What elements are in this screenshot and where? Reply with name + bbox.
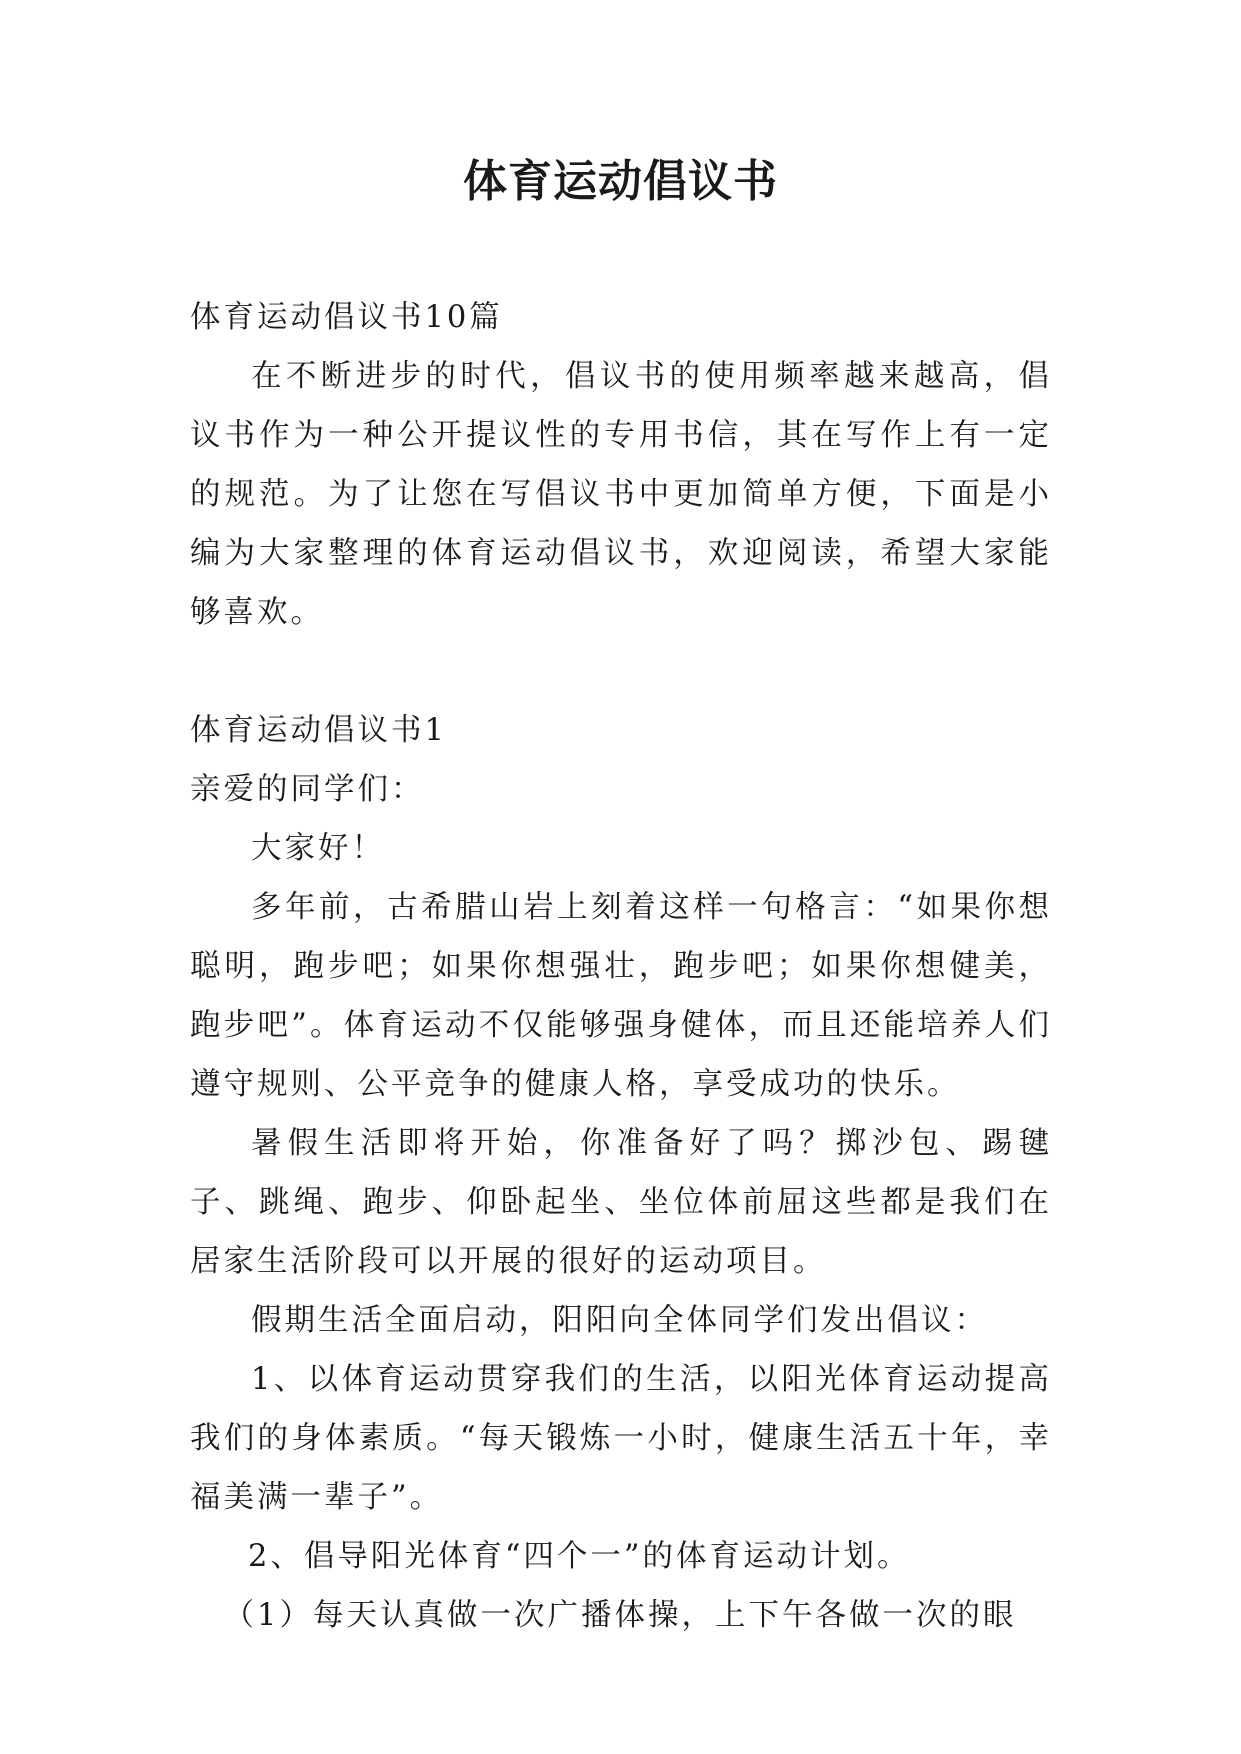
body-paragraph: 暑假生活即将开始，你准备好了吗？掷沙包、踢毽子、跳绳、跑步、仰卧起坐、坐位体前屈这些都是我们在居家生活阶段可以开展的很好的运动项目。 — [190, 1126, 1052, 1279]
body-paragraph: 多年前，古希腊山岩上刻着这样一句格言：“如果你想聪明，跑步吧；如果你想强壮，跑步吧；如果你想健美，跑步吧”。体育运动不仅能够强身健体，而且还能培养人们遵守规则、公平竞争的健康人格，享受成功的快乐。 — [190, 890, 1052, 1102]
body-paragraph: 假期生活全面启动，阳阳向全体同学们发出倡议： — [251, 1303, 988, 1338]
body-paragraph: 2、倡导阳光体育“四个一”的体育运动计划。 — [247, 1539, 911, 1574]
body-paragraph: （1）每天认真做一次广播体操，上下午各做一次的眼 — [223, 1598, 1017, 1633]
salutation: 亲爱的同学们： — [190, 772, 425, 807]
intro-paragraph: 在不断进步的时代，倡议书的使用频率越来越高，倡议书作为一种公开提议性的专用书信，其在写作上有一定的规范。为了让您在写倡议书中更加简单方便，下面是小编为大家整理的体育运动倡议书，欢迎阅读，希望大家能够喜欢。 — [190, 359, 1052, 630]
document-title: 体育运动倡议书 — [463, 156, 778, 207]
body-paragraph: 1、以体育运动贯穿我们的生活，以阳光体育运动提高我们的身体素质。“每天锻炼一小时，健康生活五十年，幸福美满一辈子”。 — [190, 1362, 1052, 1515]
greeting: 大家好！ — [251, 831, 385, 866]
section-heading: 体育运动倡议书1 — [190, 713, 447, 748]
document-subtitle: 体育运动倡议书10篇 — [190, 300, 503, 335]
document-body — [190, 288, 1052, 1645]
